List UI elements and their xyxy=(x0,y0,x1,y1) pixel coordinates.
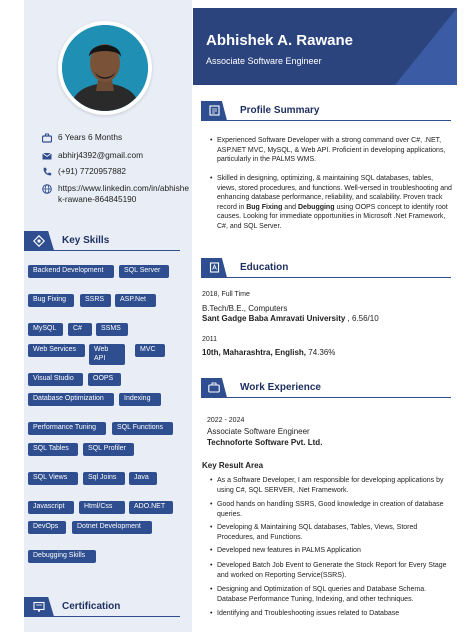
profile-summary-heading xyxy=(201,101,451,121)
skill-pill: Backend Development xyxy=(28,265,114,278)
education-2-score: 74.36% xyxy=(306,348,336,357)
document-icon xyxy=(209,105,220,116)
education-icon-box xyxy=(201,258,227,278)
education-2-year: 2011 xyxy=(202,336,218,343)
email-row xyxy=(42,150,192,161)
skill-pill: Performance Tuning xyxy=(28,422,106,435)
globe-icon xyxy=(42,184,52,194)
kra-item: • Designing and Optimization of SQL queries and Database Schema. Database Performance Tuning, Indexing, and other techniques. xyxy=(210,585,452,604)
job-period: 2022 - 2024 xyxy=(207,417,245,424)
kra-item: • Developed Batch Job Event to Generate the Stock Report for Every Stage and worked on Reporting Service(SSRS). xyxy=(210,561,452,580)
profile-text: Skilled in designing, optimizing, & maintaining SQL databases, tables, views, stored procedures, and functions. Well-versed in troubleshooting and enhancing database performance, reliability, and scalability. Proven track record in xyxy=(217,175,452,211)
linkedin-link[interactable]: https://www.linkedin.com/in/abhishek-rawane-864845190 xyxy=(58,183,189,204)
education-1-school: Sant Gadge Baba Amravati University xyxy=(202,314,346,323)
profile-icon-box xyxy=(201,101,227,121)
skill-pill: SQL Tables xyxy=(28,443,78,456)
profile-highlight-bugfixing: Bug Fixing xyxy=(246,203,283,211)
skill-pill: SQL Server xyxy=(119,265,169,278)
skill-pill: SQL Functions xyxy=(112,422,173,435)
education-1-school-line xyxy=(202,314,452,324)
book-icon xyxy=(209,262,220,273)
profile-text: and xyxy=(282,203,298,211)
skill-pill: Database Optimization xyxy=(28,393,114,406)
certification-title: Certification xyxy=(62,601,121,612)
skill-pill: DevOps xyxy=(28,521,66,534)
education-heading xyxy=(201,258,451,278)
skill-pill: Indexing xyxy=(119,393,161,406)
skill-pill: Visual Studio xyxy=(28,373,83,386)
skill-pill: Debugging Skills xyxy=(28,550,96,563)
skill-pill: SSMS xyxy=(96,323,128,336)
skill-pill: Web API xyxy=(89,344,125,365)
work-experience-title: Work Experience xyxy=(240,382,321,393)
skill-pill: Dotnet Development xyxy=(72,521,152,534)
briefcase-icon xyxy=(42,133,52,143)
briefcase-icon xyxy=(208,382,220,393)
experience-duration xyxy=(42,132,192,143)
skill-pill: C# xyxy=(68,323,92,336)
education-1-year: 2018, Full Time xyxy=(202,291,250,298)
job-position: Associate Software Engineer xyxy=(207,427,310,436)
candidate-role: Associate Software Engineer xyxy=(206,56,322,66)
skill-pill: SQL Profiler xyxy=(83,443,134,456)
job-company: Technoforte Software Pvt. Ltd. xyxy=(207,438,323,447)
key-skills-title: Key Skills xyxy=(62,235,110,246)
education-1-score: , 6.56/10 xyxy=(345,314,379,323)
phone-icon xyxy=(42,167,52,177)
skill-pill: Html/Css xyxy=(79,501,125,514)
profile-paragraph-2 xyxy=(210,174,452,231)
target-icon xyxy=(33,235,45,247)
profile-summary-title: Profile Summary xyxy=(240,105,320,116)
skill-pill: Sql Joins xyxy=(83,472,125,485)
kra-item: • Developed new features in PALMS Application xyxy=(210,546,452,556)
kra-item: • As a Software Developer, I am responsible for developing applications by using C#, SQL SERVER, .Net Framework. xyxy=(210,476,452,495)
skill-pill: Javascript xyxy=(28,501,74,514)
skill-pill: ADO.NET xyxy=(129,501,173,514)
education-2-school: 10th, Maharashtra, English, xyxy=(202,348,307,357)
kra-item: • Good hands on handling SSRS, Good knowledge in creation of database queries. xyxy=(210,500,452,519)
phone-text[interactable]: (+91) 7720957882 xyxy=(58,166,127,176)
kra-item: • Developing & Maintaining SQL databases, Tables, Views, Stored Procedures, and Functions. xyxy=(210,523,452,542)
profile-text: using OOPS concept to identify root causes. Looking for immediate opportunities in Microsoft .Net Framework, C#, and SQL Server. xyxy=(217,203,448,230)
work-experience-heading xyxy=(201,378,451,398)
profile-highlight-debugging: Debugging xyxy=(297,203,335,211)
phone-row xyxy=(42,166,192,177)
profile-paragraph-1: • Experienced Software Developer with a strong command over C#, .NET, ASP.NET MVC, MySQL, & Web API. Proficient in developing applications, particularly in the PALMS WMS. xyxy=(210,136,452,165)
skill-pill: Bug Fixing xyxy=(28,294,74,307)
avatar xyxy=(62,25,148,111)
email-text[interactable]: abhirj4392@gmail.com xyxy=(58,150,143,160)
linkedin-row xyxy=(42,183,192,205)
skill-pill: Java xyxy=(129,472,157,485)
kra-item: • Identifying and Troubleshooting issues related to Database xyxy=(210,609,452,619)
skills-icon-box xyxy=(24,231,54,251)
education-2-line xyxy=(202,348,452,358)
skill-pill: OOPS xyxy=(88,373,121,386)
experience-text: 6 Years 6 Months xyxy=(58,132,123,142)
key-skills-heading xyxy=(24,231,180,251)
education-title: Education xyxy=(240,262,289,273)
skill-pill: MySQL xyxy=(28,323,63,336)
certification-heading xyxy=(24,597,180,617)
education-1-degree: B.Tech/B.E., Computers xyxy=(202,304,288,313)
candidate-name: Abhishek A. Rawane xyxy=(206,32,353,49)
skill-pill: Web Services xyxy=(28,344,85,357)
certification-icon-box xyxy=(24,597,54,617)
skill-pill: SQL Views xyxy=(28,472,78,485)
work-icon-box xyxy=(201,378,227,398)
certificate-icon xyxy=(33,601,45,613)
skill-pill: ASP.Net xyxy=(115,294,156,307)
skill-pill: SSRS xyxy=(80,294,111,307)
mail-icon xyxy=(42,151,52,161)
kra-title: Key Result Area xyxy=(202,461,264,470)
skill-pill: MVC xyxy=(135,344,165,357)
